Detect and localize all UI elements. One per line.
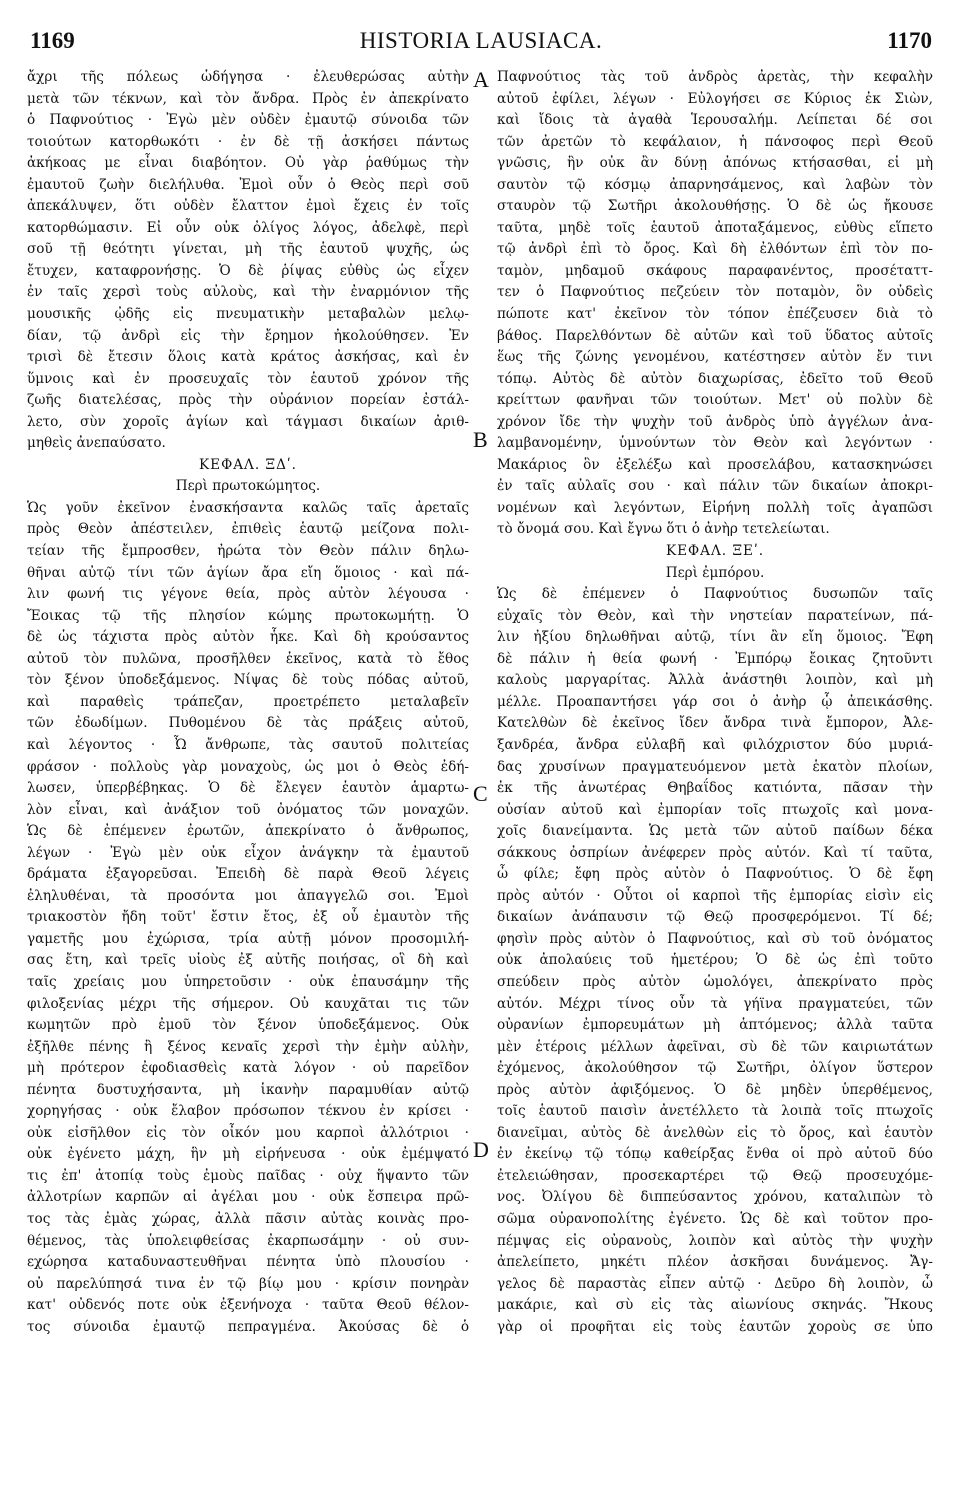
margin-marker-c: C (473, 781, 488, 806)
running-title: HISTORIA LAUSIACA. (359, 28, 603, 53)
text-line: μακάριε, καὶ σὺ εἰς τὰς αἰωνίους σκηνάς. Ἤκους (497, 1297, 933, 1314)
text-line: ἀλλοτρίων καρπῶν αἱ ἀγέλαι μου · οὐκ ἔσπειρα πρῶ- (27, 1189, 469, 1206)
text-line: ἐληλυθέναι, τὰ προσόντα μοι ἀπαγγελῶ σοι. Ἐμοὶ (27, 887, 469, 904)
text-line: τις ἐπ' ἀτοπίᾳ τοὺς ἐμοὺς παῖδας · οὐχ ἥψαντο τῶν (27, 1167, 469, 1184)
text-line: γνῶσις, ἣν οὐκ ἂν δύνῃ ἀπόνως κτήσασθαι, εἰ μὴ (497, 155, 933, 172)
text-line: καλοὺς μαργαρίτας. Ἀλλὰ ἀνάστηθι λοιπὸν, καὶ μὴ (497, 672, 933, 689)
text-line: λιν φωνή τις γέγονε θεία, πρὸς αὐτὸν λέγουσα · (27, 586, 469, 603)
text-line: ἄχρι τῆς πόλεως ὡδήγησα · ἐλευθερώσας αὐτὴν (27, 69, 469, 85)
text-line: μὴ πρότερον ἐφοδιασθεὶς κατὰ λόγον · οὐ παρεῖδον (27, 1060, 469, 1077)
text-line: κωμητῶν πρὸ ἐμοῦ τὸν ξένον ὑποδεξάμενος. Οὐκ (27, 1017, 469, 1034)
text-line: λετο, σὺν χοροῖς ἁγίων καὶ τάγμασι δικαίων ἀριθ- (27, 413, 469, 430)
text-line: σάκκους ὀσπρίων ἀνέφερεν πρὸς αὐτόν. Καὶ τί ταῦτα, (497, 844, 933, 861)
text-line: θῆναι αὐτῷ τίνι τῶν ἁγίων ἄρα εἴη ὅμοιος · καὶ πά- (27, 564, 469, 581)
right-column (497, 67, 933, 1338)
text-line: λὸν εἶναι, καὶ ἀνάξιον τοῦ ὀνόματος τῶν μοναχῶν. (27, 801, 469, 818)
left-column (27, 67, 469, 1338)
chapter-title: Περὶ ἐμπόρου. (665, 564, 765, 581)
text-line: δας χρυσίνων πραγματευόμενον μετὰ ἑκατὸν πλοίων, (497, 758, 933, 775)
text-line: δίαν, τῷ ἀνδρὶ εἰς τὴν ἔρημον ἠκολούθησεν. Ἐν (27, 327, 469, 344)
text-line: καὶ ἴδοις τὰ ἀγαθὰ Ἱερουσαλήμ. Λείπεται δέ σοι (497, 112, 933, 129)
text-line: τοῖς ἑαυτοῦ παισὶν ἀνετέλλετο τὰ λοιπὰ τοῖς πτωχοῖς (497, 1103, 933, 1120)
text-line: λιν ἠξίου δηλωθῆναι αὐτῷ, τίνι ἂν εἴη ὅμοιος. Ἔφη (497, 629, 933, 646)
text-line: τος τὰς ἐμὰς χώρας, ἀλλὰ πᾶσιν αὐτὰς κοινὰς προ- (27, 1210, 469, 1227)
text-line: ἐμαυτοῦ ζωὴν διελήλυθα. Ἐμοὶ οὖν ὁ Θεὸς περὶ σοῦ (27, 176, 469, 193)
text-line: τῷ ἀνδρὶ ἐπὶ τὸ ὄρος. Καὶ δὴ ἐλθόντων ἐπὶ τὸν πο- (497, 241, 933, 258)
text-line: οὐσίαν αὐτοῦ καὶ ἐμπορίαν τοῖς πτωχοῖς καὶ μονα- (497, 801, 933, 818)
text-line: φιλοξενίας μέχρι τῆς σήμερον. Οὐ καυχᾶται τις τῶν (27, 995, 469, 1012)
text-line: φράσον · πολλοὺς γὰρ μοναχοὺς, ὡς μοι ὁ Θεὸς ἐδή- (27, 758, 469, 775)
margin-marker-a: A (473, 67, 489, 92)
text-line: ἐκ τῆς ἀνωτέρας Θηβαΐδος κατιόντα, πᾶσαν τὴν (497, 780, 933, 797)
text-line: Ἔοικας τῷ τῆς πλησίον κώμης πρωτοκωμήτῃ. Ὁ (27, 607, 469, 624)
text-line: σταυρὸν τῷ Σωτῆρι ἀκολουθήσῃς. Ὁ δὲ ὡς ἤκουσε (497, 198, 933, 215)
text-line: πρὸς αὐτὸν ἀφιξόμενος. Ὁ δὲ μηδὲν ὑπερθέμενος, (497, 1081, 933, 1098)
text-line: καὶ λέγοντος · Ὦ ἄνθρωπε, τὰς σαυτοῦ πολιτείας (27, 736, 469, 753)
text-line: δράματα ἐξαγορεῦσαι. Ἐπειδὴ δὲ παρὰ Θεοῦ λέγεις (27, 866, 469, 883)
text-line: ἐξῆλθε πένης ἢ ξένος κεναῖς χερσὶ τὴν ἐμὴν αὐλὴν, (27, 1038, 469, 1055)
text-line: σῶμα οὐρανοπολίτης ἐγένετο. Ὡς δὲ καὶ τοῦτον προ- (497, 1210, 933, 1227)
chapter-heading: ΚΕΦΑΛ. ΞΔʹ. (199, 456, 297, 473)
text-line: ἐν ταῖς αὐλαῖς σου · καὶ πάλιν τῶν δικαίων ἀποκρι- (497, 478, 933, 495)
margin-marker-b: B (473, 427, 488, 452)
text-line: κατ' οὐδενός ποτε οὐκ ἐξενήνοχα · ταῦτα Θεοῦ θέλον- (27, 1297, 469, 1314)
text-line: ἐτελειώθησαν, προσεκαρτέρει τῷ Θεῷ προσευχόμε- (497, 1167, 933, 1184)
text-line: τὸν ξένον ὑποδεξάμενος. Νίψας δὲ τοὺς πόδας αὐτοῦ, (27, 672, 469, 689)
text-line: κατορθώμασιν. Εἰ οὖν οὐκ ὀλίγος λόγος, ἀδελφὲ, περὶ (27, 219, 469, 236)
text-line: δικαίων ἀνάπαυσιν τῷ Θεῷ προσφερόμενοι. Τί δέ; (497, 909, 933, 926)
text-line: ξανδρέα, ἄνδρα εὐλαβῆ καὶ φιλόχριστον δύο μυριά- (497, 736, 933, 753)
page-number-right: 1170 (887, 28, 932, 53)
text-line: νομένων καὶ λεγόντων, Εἰρήνη πολλὴ τοῖς ἀγαπῶσι (497, 499, 933, 516)
text-line: Ὡς δὲ ἐπέμενεν ἐρωτῶν, ἀπεκρίνατο ὁ ἄνθρωπος, (27, 823, 469, 840)
text-line: αὐτοῦ ἐφίλει, λέγων · Εὐλογήσει σε Κύριος ἐκ Σιὼν, (497, 90, 933, 107)
text-line: Ὡς δὲ ἐπέμενεν ὁ Παφνούτιος δυσωπῶν ταῖς (497, 586, 933, 603)
text-line: ὁ Παφνούτιος · Ἐγὼ μὲν οὐδὲν ἐμαυτῷ σύνοιδα τῶν (27, 112, 469, 129)
chapter-heading: ΚΕΦΑΛ. ΞΕʹ. (665, 543, 765, 560)
text-line: νος. Ὀλίγου δὲ διππεύσαντος χρόνου, καταλιπὼν τὸ (497, 1189, 933, 1206)
text-line: διανεῖμαι, αὐτὸς δὲ ἀνελθὼν εἰς τὸ ὄρος, καὶ ἑαυτὸν (497, 1124, 933, 1141)
text-line: κρείττων φανῆναι τῶν τοιούτων. Μετ' οὐ πολὺν δὲ (497, 392, 933, 409)
text-line: ἕως τῆς ζώνης γενομένου, κατέστησεν αὐτὸν ἔν τινι (497, 349, 933, 366)
text-line: οὐκ ἐγένετο μάχη, ἣν μὴ εἰρήνευσα · οὐκ ἐμέμψατό (27, 1146, 469, 1163)
text-line: λέγων · Ἐγὼ μὲν οὐκ εἶχον ἀνάγκην τὰ ἐμαυτοῦ (27, 844, 469, 861)
text-line-end: τὸ ὄνομά σου. Καὶ ἔγνω ὅτι ὁ ἀνὴρ τετελείωται. (497, 521, 830, 538)
text-line: χρόνον ἴδε τὴν ψυχὴν τοῦ ἀνδρὸς ὑπὸ ἀγγέλων ἀνα- (497, 413, 933, 430)
text-line: δὲ πάλιν ἡ θεία φωνή · Ἐμπόρῳ ἔοικας ζητοῦντι (497, 650, 933, 667)
text-line: αὐτοῦ τὸν πυλῶνα, προσῆλθεν ἐκεῖνος, κατὰ τὸ ἔθος (27, 650, 469, 667)
text-line: τεν ὁ Παφνούτιος πεζεύειν τὸν ποταμὸν, ὃν οὐδεὶς (497, 284, 933, 301)
text-line: αὐτόν. Μέχρι τίνος οὖν τὰ γήϊνα πραγματεύει, τῶν (497, 995, 933, 1012)
text-line: οὐ παρελύπησά τινα ἐν τῷ βίῳ μου · κρίσιν πονηρὰν (27, 1275, 469, 1292)
text-line: τῶν ἐδωδίμων. Πυθομένου δὲ τὰς πράξεις αὐτοῦ, (27, 715, 469, 732)
text-line: ἀκήκοας με εἶναι διαβόητον. Οὐ γὰρ ῥαθύμως τὴν (27, 155, 469, 172)
text-line: ζωῆς διατελέσας, πρὸς τὴν οὐράνιον πορείαν ἐστάλ- (27, 392, 469, 409)
text-line: ἐχόμενος, ἀκολούθησον τῷ Σωτῆρι, ὀλίγον ὕστερον (497, 1060, 933, 1077)
text-line: δὲ ὡς τάχιστα πρὸς αὐτὸν ἧκε. Καὶ δὴ κρούσαντος (27, 629, 469, 646)
text-line: φησὶν πρὸς αὐτὸν ὁ Παφνούτιος, καὶ σὺ τοῦ ὀνόματος (497, 930, 933, 947)
text-line: τριακοστὸν ἤδη τοῦτ' ἔστιν ἔτος, ἐξ οὗ ἐμαυτὸν τῆς (27, 909, 469, 926)
text-line: οὐκ ἀπολαύεις τοῦ ἡμετέρου; Ὁ δὲ ὡς ἐπὶ τοῦτο (497, 952, 933, 969)
text-line: βάθος. Παρελθόντων δὲ αὐτῶν καὶ τοῦ ὕδατος αὐτοῖς (497, 327, 933, 344)
text-line: λαμβανομένην, ὑμνούντων τὸν Θεὸν καὶ λεγόντων · (497, 435, 933, 452)
text-line: Μακάριος ὃν ἐξελέξω καὶ προσελάβου, κατασκηνώσει (497, 456, 933, 473)
text-line: ἀπεκάλυψεν, ὅτι οὐδὲν ἔλαττον ἐμοὶ ἔχεις ἐν τοῖς (27, 198, 469, 215)
text-line: γελος δὲ παραστὰς εἶπεν αὐτῷ · Δεῦρο δὴ λοιπὸν, ὦ (497, 1275, 933, 1292)
text-line: μέλλε. Προαπαντήσει γάρ σοι ὁ ἀνὴρ ᾧ ἀπεικάσθης. (497, 693, 933, 710)
text-line: σας ἔτη, καὶ τρεῖς υἱοὺς ἐξ αὐτῆς ποιήσας, οἳ δὴ καὶ (27, 952, 469, 969)
text-line: καὶ παραθεὶς τράπεζαν, προετρέπετο μεταλαβεῖν (27, 693, 469, 710)
margin-marker-d: D (473, 1137, 489, 1162)
text-line: ταῖς χρείαις μου ὑπηρετοῦσιν · οὐκ ἐπαυσάμην τῆς (27, 973, 469, 990)
text-line: ὦ φίλε; ἔφη πρὸς αὐτὸν ὁ Παφνούτιος. Ὁ δὲ ἔφη (497, 866, 933, 883)
text-line: μὲν ἑτέροις μέλλων ἀφεῖναι, σὺ δὲ τῶν καιριωτάτων (497, 1038, 933, 1055)
text-line: τρισὶ δὲ ἔτεσιν ὅλοις κατὰ κράτος ἀσκήσας, καὶ ἐν (27, 349, 469, 366)
text-line: ταμὸν, μηδαμοῦ σκάφους παραφανέντος, προσέταττ- (497, 262, 933, 279)
text-line: μετὰ τῶν τέκνων, καὶ τὸν ἄνδρα. Πρὸς ἐν ἀπεκρίνατο (27, 90, 469, 107)
text-line: ἔτυχεν, καταφρονήσῃς. Ὁ δὲ ῥίψας εὐθὺς ὡς εἶχεν (27, 262, 469, 279)
text-line: Κατελθὼν δὲ ἐκεῖνος ἴδεν ἄνδρα τινὰ ἔμπορον, Ἀλε- (497, 715, 933, 732)
text-line: πώποτε κατ' ἐκεῖνον τὸν τόπον ἐπέζευσεν διὰ τὸ (497, 306, 933, 323)
text-line: πρὸς Θεὸν ἀπέστειλεν, ἐπιθεὶς ἑαυτῷ μείζονα πολι- (27, 521, 469, 538)
text-line: οὐκ εἰσῆλθον εἰς τὸν οἶκόν μου καρποὶ ἀλλότριοι · (27, 1124, 469, 1141)
text-line: τόπῳ. Αὐτὸς δὲ αὐτὸν διαχωρίσας, ἐδεῖτο τοῦ Θεοῦ (497, 370, 933, 387)
text-line: ταῦτα, μηδὲ τοῖς ἑαυτοῦ ἀποταξάμενος, εὐθὺς εἵπετο (497, 219, 933, 236)
text-line: εὐχαῖς τὸν Θεὸν, καὶ τὴν νηστείαν παρατείνων, πά- (497, 607, 933, 624)
text-line: μουσικῆς ᾠδῆς εἰς πνευματικὴν μεταβαλὼν μελῳ- (27, 306, 469, 323)
text-line: τείαν τῆς ἔμπροσθεν, ἠρώτα τὸν Θεὸν πάλιν δηλω- (27, 543, 469, 560)
text-line: ἀπελείπετο, μηκέτι πλέον ἀσκῆσαι δυνάμενος. Ἄγ- (497, 1254, 933, 1271)
chapter-title: Περὶ πρωτοκώμητος. (175, 478, 321, 495)
page-header (30, 28, 932, 62)
text-line: εχώρησα καταδυναστευθῆναι πένητα ὑπὸ πλουσίου · (27, 1254, 469, 1271)
text-line: πένητα δυστυχήσαντα, μὴ ἱκανὴν παραμυθίαν αὐτῷ (27, 1081, 469, 1098)
text-line: τοιούτων κατορθωκότι · ἐν δὲ τῇ ἀσκήσει πάντως (27, 133, 469, 150)
text-line: γὰρ οἱ προφῆται εἰς τοὺς ἑαυτῶν χοροὺς σε ὑπο (497, 1318, 933, 1335)
text-line: ὕμνοις καὶ ἐν προσευχαῖς τὸν ἑαυτοῦ χρόνον τῆς (27, 370, 469, 387)
text-line: σοῦ τῇ θεότητι γίνεται, μὴ τῆς ἑαυτοῦ ψυχῆς, ὡς (27, 241, 469, 258)
text-line: λωσεν, ὑπερβέβηκας. Ὁ δὲ ἔλεγεν ἑαυτὸν ἁμαρτω- (27, 780, 469, 797)
text-line: ἐν ταῖς χερσὶ τοὺς αὐλοὺς, καὶ τὴν ἐναρμόνιον τῆς (27, 284, 469, 301)
text-line: γαμετῆς μου ἐχώρισα, τρία αὐτῇ μόνον προσομιλή- (27, 930, 469, 947)
text-line: χορηγήσας · οὐκ ἔλαβον πρόσωπον τέκνου ἐν κρίσει · (27, 1103, 469, 1120)
text-line: θέμενος, τὰς ὑπολειφθείσας ἐκαρπωσάμην · οὐ συν- (27, 1232, 469, 1249)
text-line: ἐν ἐκείνῳ τῷ τόπῳ καθείρξας ἔνθα οἱ πρὸ αὐτοῦ δύο (497, 1146, 933, 1163)
text-line: πέμψας εἰς οὐρανοὺς, λοιπὸν καὶ αὐτὸς τὴν ψυχὴν (497, 1232, 933, 1249)
text-line: πρὸς αὐτόν · Οὗτοι οἱ καρποὶ τῆς ἐμπορίας εἰσὶν εἰς (497, 887, 933, 904)
text-line-end: μηθεὶς ἀνεπαύσατο. (27, 435, 166, 452)
text-line: τῶν ἀρετῶν τὸ κεφάλαιον, ἡ πάνσοφος περὶ Θεοῦ (497, 133, 933, 150)
text-line: Παφνούτιος τὰς τοῦ ἀνδρὸς ἀρετὰς, τὴν κεφαλὴν (497, 69, 933, 85)
text-line: σπεύδειν πρὸς αὐτὸν ὡμολόγει, ἀπεκρίνατο πρὸς (497, 973, 933, 990)
text-line: Ὡς γοῦν ἐκεῖνον ἐνασκήσαντα καλῶς ταῖς ἀρεταῖς (27, 499, 469, 516)
text-line: σαυτὸν τῷ κόσμῳ ἀπαρνησάμενος, καὶ λαβὼν τὸν (497, 176, 933, 193)
text-line: χοῖς διανείμαντα. Ὡς μετὰ τῶν αὐτοῦ παίδων δέκα (497, 823, 933, 840)
text-line: τος σύνοιδα ἐμαυτῷ πεπραγμένα. Ἀκούσας δὲ ὁ (27, 1318, 469, 1335)
text-line: οὐρανίων ἐμπορευμάτων μὴ ἁπτόμενος; ἀλλὰ ταῦτα (497, 1017, 933, 1034)
page-number-left: 1169 (30, 28, 75, 53)
